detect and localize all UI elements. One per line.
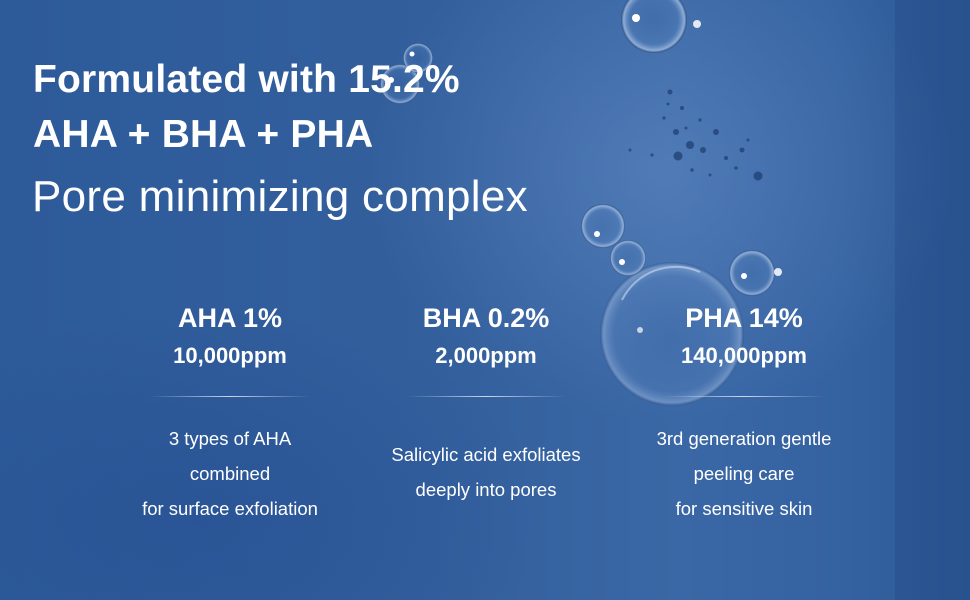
description-line: 3 types of AHA bbox=[168, 428, 292, 449]
acid-ppm: 140,000ppm bbox=[681, 343, 807, 368]
headline-line-2: AHA + BHA + PHA bbox=[33, 113, 374, 156]
acid-description-aha bbox=[110, 421, 350, 526]
acid-ppm: 10,000ppm bbox=[173, 343, 287, 368]
headline bbox=[33, 52, 460, 162]
description-line: peeling care bbox=[693, 463, 795, 484]
acid-column-aha bbox=[130, 298, 330, 372]
acid-name: PHA 14% bbox=[685, 303, 803, 333]
subheadline: Pore minimizing complex bbox=[32, 172, 528, 221]
description-line: deeply into pores bbox=[415, 479, 557, 500]
acid-column-pha bbox=[644, 298, 844, 372]
acid-name: BHA 0.2% bbox=[422, 303, 550, 333]
acid-ppm: 2,000ppm bbox=[435, 343, 537, 368]
divider-pha bbox=[664, 396, 824, 397]
acid-description-pha bbox=[614, 421, 874, 526]
description-line: Salicylic acid exfoliates bbox=[391, 444, 581, 465]
tiny-droplets bbox=[629, 90, 763, 181]
description-line: for sensitive skin bbox=[675, 498, 813, 519]
description-line: for surface exfoliation bbox=[142, 498, 318, 519]
acid-column-bha bbox=[386, 298, 586, 372]
acid-name: AHA 1% bbox=[177, 303, 283, 333]
divider-bha bbox=[406, 396, 566, 397]
headline-line-1: Formulated with 15.2% bbox=[33, 58, 460, 101]
divider-aha bbox=[150, 396, 310, 397]
acid-description-bha bbox=[356, 437, 616, 507]
description-line: combined bbox=[189, 463, 271, 484]
description-line: 3rd generation gentle bbox=[656, 428, 832, 449]
